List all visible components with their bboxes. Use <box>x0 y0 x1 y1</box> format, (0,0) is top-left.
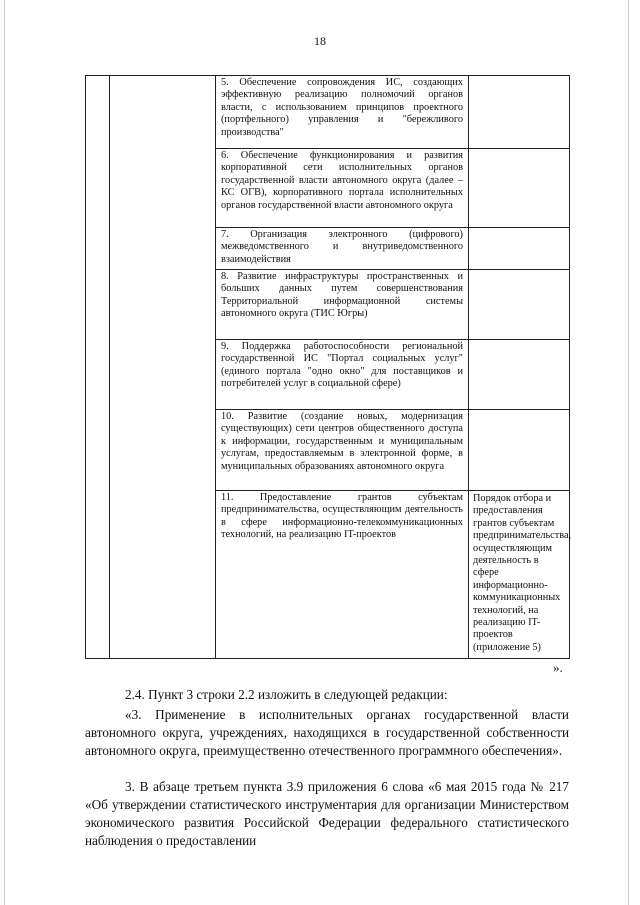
left-page-edge <box>4 0 5 905</box>
table-cell-note <box>469 228 570 270</box>
table-cell-measure: 9. Поддержка работоспособности региональной государственной ИС "Портал социальных услуг" (единого портала "одно окно" для поставщиков и потребителей услуг в социальной сфере) <box>216 340 469 410</box>
table-cell-note: Порядок отбора и предоставления грантов субъектам предпринимательства, осуществляющим деятельность в сфере информационно-коммуникационных технологий, на реализацию IT-проектов (приложение 5) <box>469 491 570 659</box>
table-cell-number <box>86 76 110 659</box>
paragraph-amendment-3: 3. В абзаце третьем пункта 3.9 приложения 6 слова «6 мая 2015 года № 217 «Об утверждении статистического инструментария для организации Министерством экономического развития Российской Федерации федерального статистического наблюдения о предоставлении <box>85 779 569 848</box>
table-cell-note <box>469 410 570 491</box>
table-cell-measure: 7. Организация электронного (цифрового) межведомственного и внутриведомственного взаимодействия <box>216 228 469 270</box>
table-cell-note <box>469 270 570 340</box>
table-cell-note <box>469 76 570 149</box>
table-cell-measure: 11. Предоставление грантов субъектам предпринимательства, осуществляющим деятельность в сфере информационно-телекоммуникационных технологий, на реализацию IT-проектов <box>216 491 469 659</box>
paragraph-new-text: «3. Применение в исполнительных органах государственной власти автономного округа, учреждениях, находящихся в государственной собственности автономного округа, преимущественно отечественного программного обеспечения». <box>85 707 569 758</box>
table-cell-measure: 8. Развитие инфраструктуры пространственных и больших данных путем совершенствования Территориальной информационной системы автономного округа (ТИС Югры) <box>216 270 469 340</box>
table-cell-note <box>469 340 570 410</box>
page-number: 18 <box>314 34 326 48</box>
program-table <box>85 75 570 659</box>
table-cell-name <box>110 76 216 659</box>
closing-quote: ». <box>553 660 563 675</box>
table-cell-measure: 10. Развитие (создание новых, модернизация существующих) сети центров общественного доступа к информации, государственным и муниципальным услугам, предоставляемым в электронной форме, в муниципальных образованиях автономного округа <box>216 410 469 491</box>
table-cell-measure: 6. Обеспечение функционирования и развития корпоративной сети исполнительных органов государственной власти автономного округа (далее – КС ОГВ), корпоративного портала исполнительных органов государственной власти автономного округа <box>216 149 469 228</box>
right-page-edge <box>628 0 629 905</box>
table-row <box>86 76 570 149</box>
paragraph-amendment-2-4: 2.4. Пункт 3 строки 2.2 изложить в следующей редакции: <box>125 687 448 702</box>
table-cell-note <box>469 149 570 228</box>
table-cell-measure: 5. Обеспечение сопровождения ИС, создающих эффективную реализацию полномочий органов власти, с использованием принципов проектного (портфельного) управления и "бережливого производства" <box>216 76 469 149</box>
